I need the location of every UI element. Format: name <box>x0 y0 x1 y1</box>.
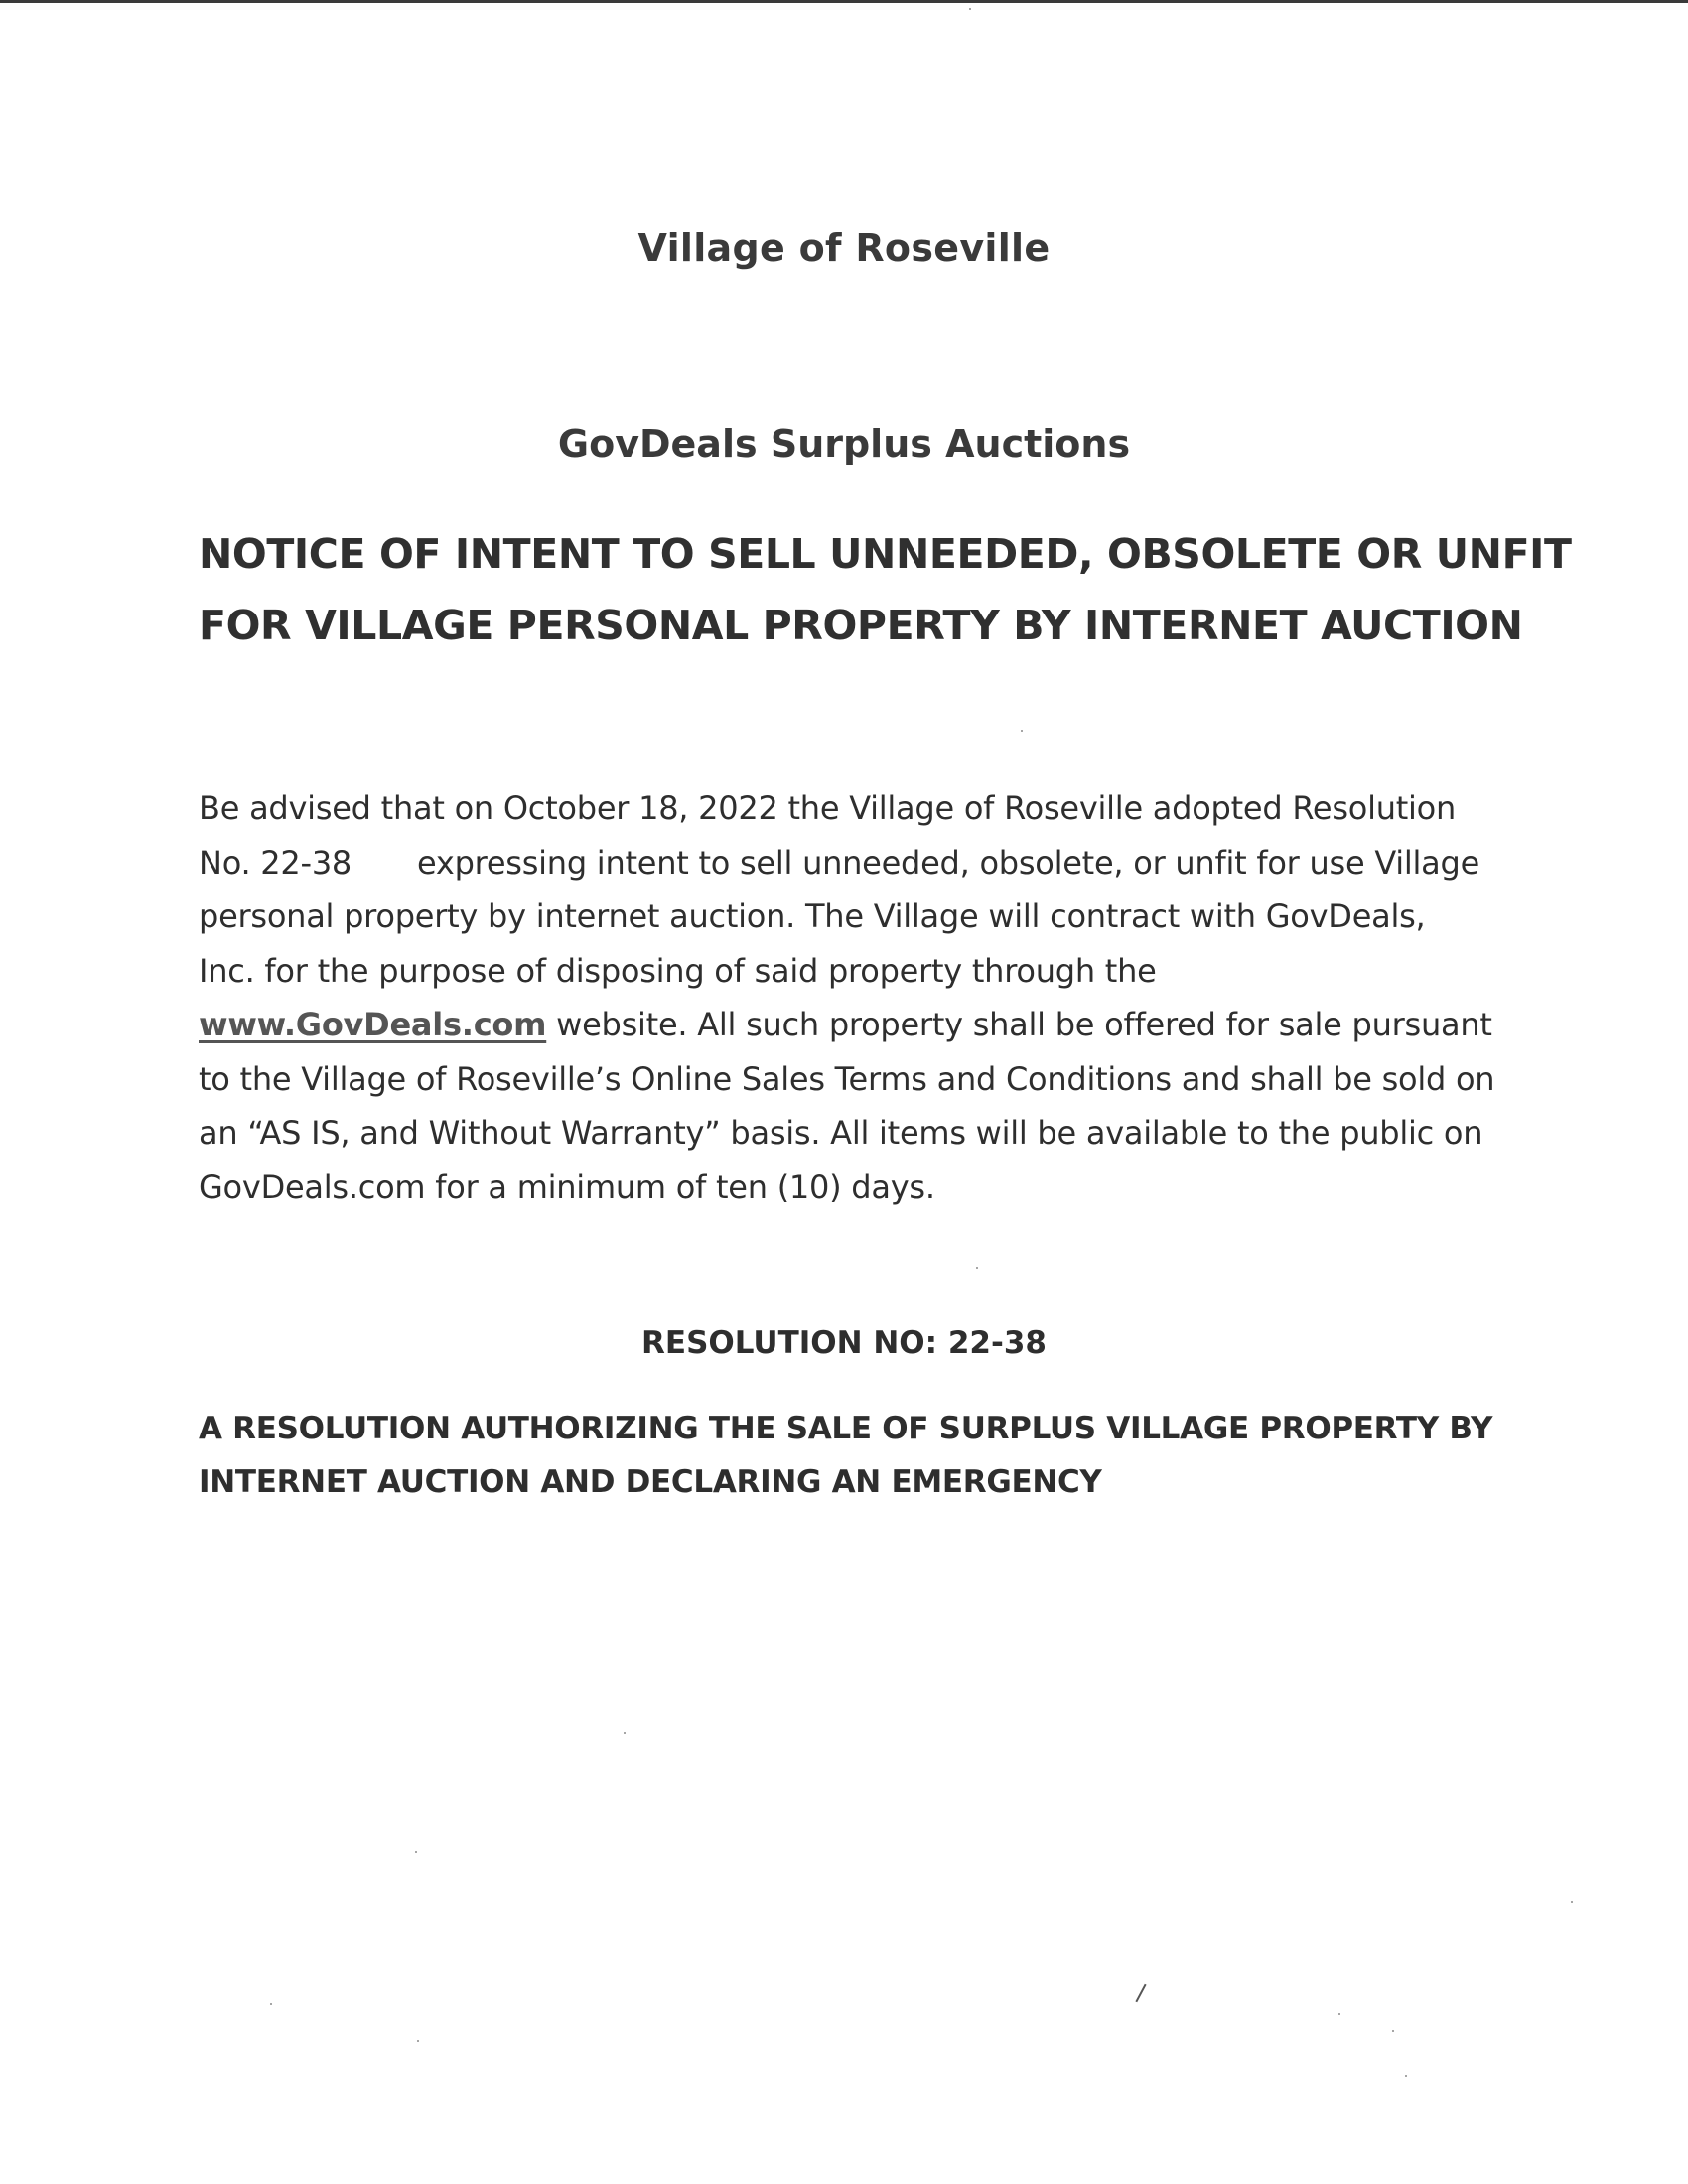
body-line: personal property by internet auction. The Village will contract with GovDeals, <box>199 897 1426 935</box>
resolution-title-line: INTERNET AUCTION AND DECLARING AN EMERGENCY <box>199 1464 1102 1500</box>
body-line: an “AS IS, and Without Warranty” basis. All items will be available to the public on <box>199 1114 1483 1152</box>
village-title: Village of Roseville <box>637 226 1051 270</box>
pen-mark <box>1135 1984 1146 2003</box>
auction-title: GovDeals Surplus Auctions <box>557 422 1131 466</box>
body-line <box>199 998 1509 1052</box>
scan-speck <box>976 1267 978 1269</box>
govdeals-link[interactable]: www.GovDeals.com <box>199 1006 547 1043</box>
body-line-text: expressing intent to sell unneeded, obsolete, or unfit for use Village <box>417 843 1480 882</box>
notice-body <box>199 781 1509 1214</box>
notice-heading <box>199 518 1572 661</box>
scan-speck <box>624 1732 626 1734</box>
scan-top-border <box>0 0 1688 3</box>
notice-heading-line: FOR VILLAGE PERSONAL PROPERTY BY INTERNET AUCTION <box>199 602 1523 649</box>
resolution-ref: No. 22-38 <box>199 843 352 882</box>
scan-speck <box>417 2040 419 2042</box>
scan-speck <box>1021 730 1023 732</box>
scan-speck <box>415 1851 417 1853</box>
notice-heading-line: NOTICE OF INTENT TO SELL UNNEEDED, OBSOLETE OR UNFIT <box>199 530 1572 578</box>
body-line <box>199 836 1509 890</box>
scan-speck <box>969 8 971 10</box>
body-line-text: website. All such property shall be offered for sale pursuant <box>546 1006 1492 1043</box>
scan-speck <box>1392 2030 1394 2032</box>
body-line: Be advised that on October 18, 2022 the Village of Roseville adopted Resolution <box>199 789 1457 827</box>
scan-speck <box>270 2003 272 2005</box>
body-line: GovDeals.com for a minimum of ten (10) days. <box>199 1167 935 1206</box>
resolution-title-line: A RESOLUTION AUTHORIZING THE SALE OF SURPLUS VILLAGE PROPERTY BY <box>199 1411 1493 1446</box>
body-line: Inc. for the purpose of disposing of said property through the <box>199 951 1157 990</box>
resolution-title <box>199 1402 1509 1509</box>
scan-speck <box>1405 2075 1407 2077</box>
scan-speck <box>1338 2013 1340 2015</box>
scan-speck <box>1571 1901 1573 1903</box>
body-line: to the Village of Roseville’s Online Sales Terms and Conditions and shall be sold on <box>199 1059 1495 1098</box>
resolution-number: RESOLUTION NO: 22-38 <box>641 1325 1047 1361</box>
